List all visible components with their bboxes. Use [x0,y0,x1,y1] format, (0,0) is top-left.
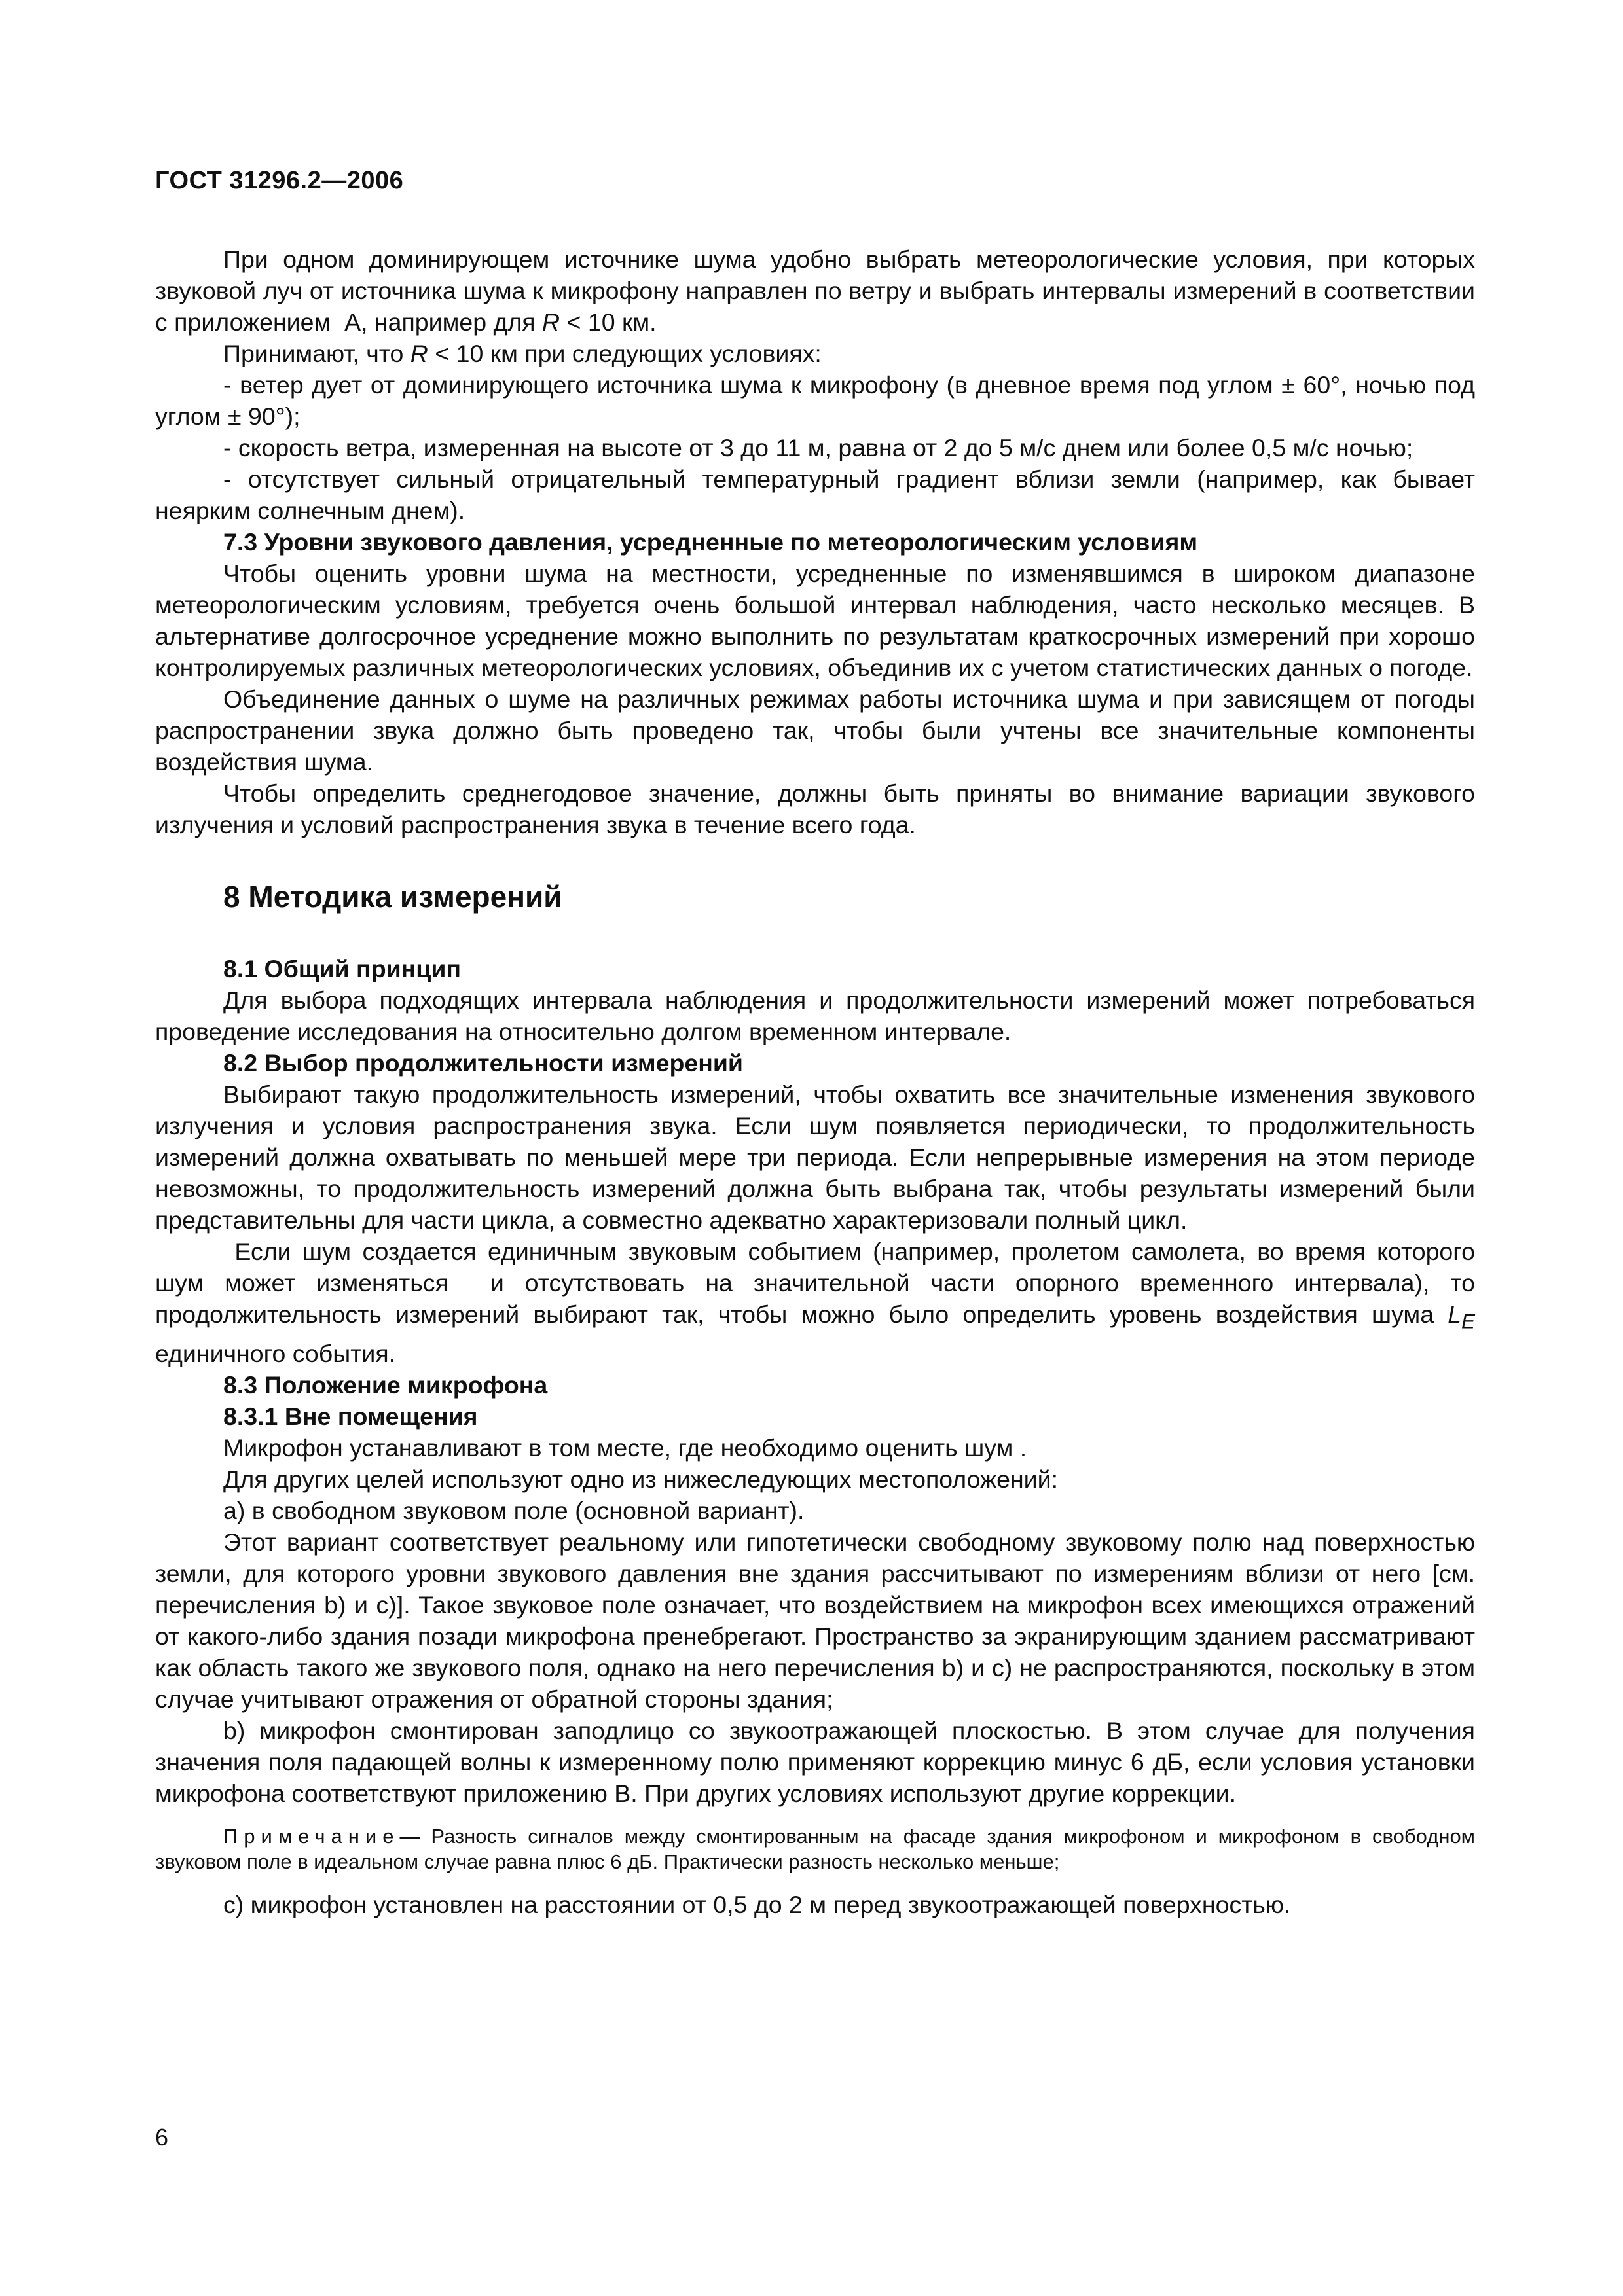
paragraph: - скорость ветра, измеренная на высоте от 3 до 11 м, равна от 2 до 5 м/с днем или более 0,5 м/с ночью; [223,434,1413,461]
paragraph: Для других целей используют одно из нижеследующих местоположений: [223,1465,1058,1493]
paragraph: - отсутствует сильный отрицательный температурный градиент вблизи земли (например, как бывает неярким солнечным днем). [155,465,1475,524]
paragraph: Если шум создается единичным звуковым событием (например, пролетом самолета, во время которого шум может изменяться и отсутствовать на значительной части опорного временного интервала), то продолжительность измерений выбирают так, чтобы можно было определить уровень воздействия шума $L_E$ единичного события. [155,1238,1475,1367]
document-body [155,243,1475,1920]
note-text: — Разность сигналов между смонтированным на фасаде здания микрофоном и микрофоном в свободном звуковом поле в идеальном случае равна плюс 6 дБ. Практически разность несколько меньше; [155,1824,1475,1873]
paragraph: Принимают, что R < 10 км при следующих условиях: [223,340,822,367]
document-header: ГОСТ 31296.2—2006 [155,167,404,194]
page-number: 6 [155,2124,169,2151]
subheading: 7.3 Уровни звукового давления, усредненные по метеорологическим условиям [223,528,1198,556]
paragraph: Чтобы определить среднегодовое значение, должны быть приняты во внимание вариации звукового излучения и условий распространения звука в течение всего года. [155,780,1475,838]
subheading: 8.3 Положение микрофона [223,1371,548,1399]
paragraph: Выбирают такую продолжительность измерений, чтобы охватить все значительные изменения звукового излучения и условия распространения звука. Если шум появляется периодически, то продолжительность измерений должна охватывать по меньшей мере три периода. Если непрерывные измерения на этом периоде невозможны, то продолжительность измерений должна быть выбрана так, чтобы результаты измерений были представительны для части цикла, а совместно адекватно характеризовали полный цикл. [155,1081,1475,1234]
note [155,1823,1475,1874]
note-label: Примечание [223,1824,400,1848]
paragraph: Чтобы оценить уровни шума на местности, усредненные по изменявшимся в широком диапазоне метеорологическим условиям, требуется очень большой интервал наблюдения, часто несколько месяцев. В альтернативе долгосрочное усреднение можно выполнить по результатам краткосрочных измерений при хорошо контролируемых различных метеорологических условиях, объединив их с учетом статистических данных о погоде. [155,560,1475,681]
subheading: 8.1 Общий принцип [223,955,462,982]
paragraph: - ветер дует от доминирующего источника шума к микрофону (в дневное время под углом ± 60°, ночью под углом ± 90°); [155,371,1475,430]
subheading: 8.3.1 Вне помещения [223,1402,478,1430]
subheading: 8.2 Выбор продолжительности измерений [223,1049,743,1077]
paragraph: Этот вариант соответствует реальному или гипотетически свободному звуковому полю над поверхностью земли, для которого уровни звукового давления вне здания рассчитывают по измерениям вблизи от него [см. перечисления b) и с)]. Такое звуковое поле означает, что воздействием на микрофон всех имеющихся отражений от какого-либо здания позади микрофона пренебрегают. Пространство за экранирующим зданием рассматривают как область такого же звукового поля, однако на него перечисления b) и с) не распространяются, поскольку в этом случае учитывают отражения от обратной стороны здания; [155,1528,1475,1713]
section-heading: 8 Методика измерений [223,880,562,914]
paragraph: Для выбора подходящих интервала наблюдения и продолжительности измерений может потребоваться проведение исследования на относительно долгом временном интервале. [155,986,1475,1045]
paragraph: Микрофон устанавливают в том месте, где необходимо оценить шум . [223,1433,1027,1462]
paragraph: а) в свободном звуковом поле (основной вариант). [223,1496,805,1524]
paragraph: Объединение данных о шуме на различных режимах работы источника шума и при зависящем от погоды распространении звука должно быть проведено так, чтобы были учтены все значительные компоненты воздействия шума. [155,685,1475,776]
paragraph: b) микрофон смонтирован заподлицо со звукоотражающей плоскостью. В этом случае для получения значения поля падающей волны к измеренному полю применяют коррекцию минус 6 дБ, если условия установки микрофона соответствуют приложению В. При других условиях используют другие коррекции. [155,1716,1475,1807]
paragraph: с) микрофон установлен на расстоянии от 0,5 до 2 м перед звукоотражающей поверхностью. [223,1890,1291,1918]
paragraph: При одном доминирующем источнике шума удобно выбрать метеорологические условия, при которых звуковой луч от источника шума к микрофону направлен по ветру и выбрать интервалы измерений в соответствии с приложением А, например для R < 10 км. [155,245,1475,336]
